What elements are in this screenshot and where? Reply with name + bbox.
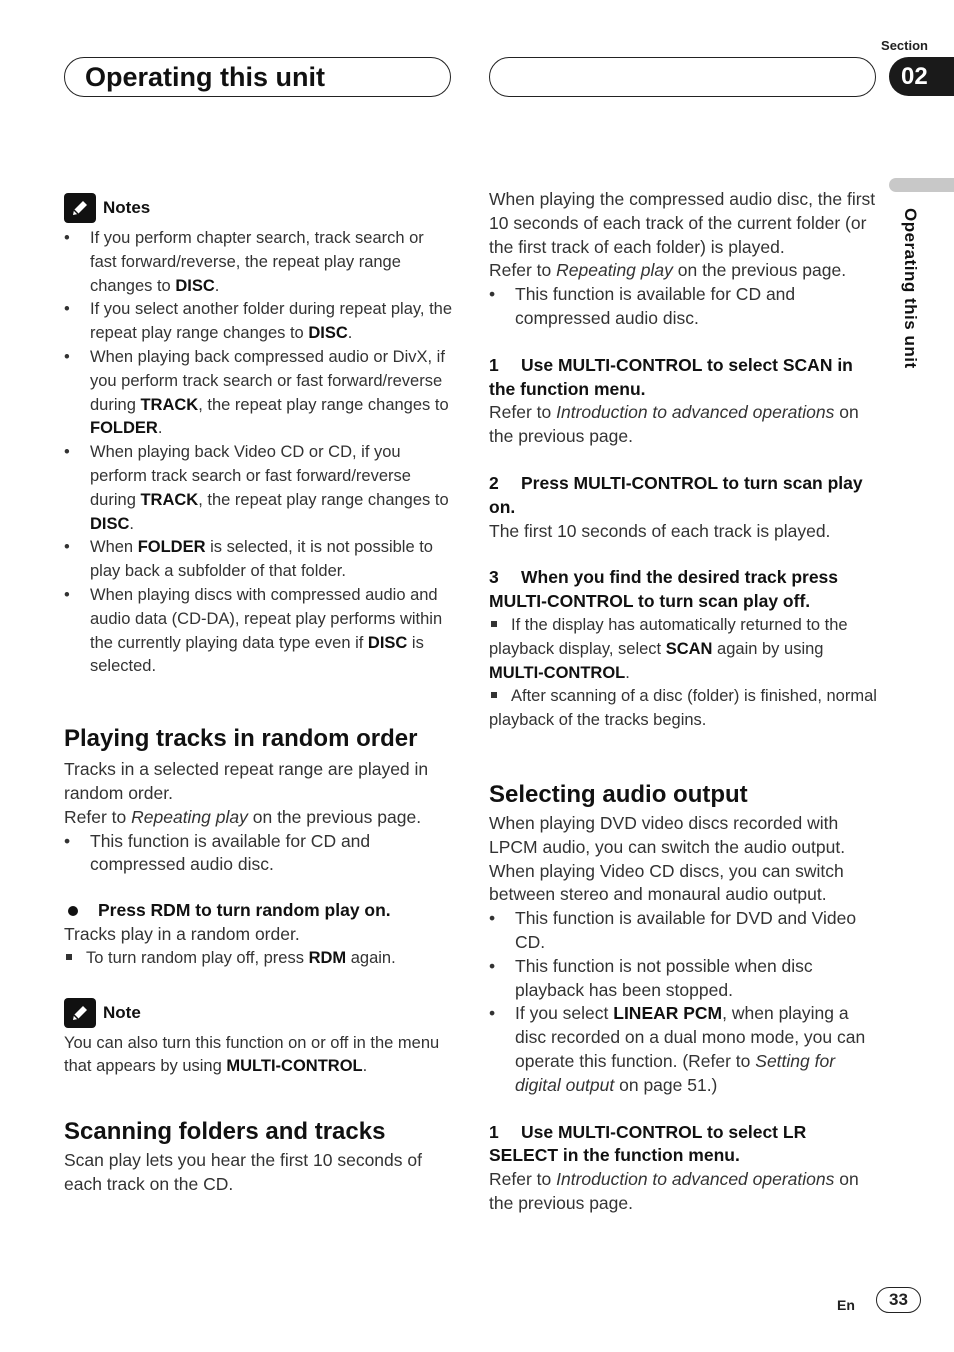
audio-heading: Selecting audio output [489, 780, 748, 808]
right-column [489, 188, 879, 1216]
random-intro: Tracks in a selected repeat range are played in random order. [64, 759, 429, 803]
audio-step-1-refer: Refer to Introduction to advanced operations on the previous page. [489, 1169, 859, 1213]
square-bullet-icon [491, 621, 497, 627]
language-label: En [837, 1297, 855, 1313]
list-item: • This function is available for CD and compressed audio disc. [64, 830, 454, 878]
scan-tip-2: After scanning of a disc (folder) is finished, normal playback of the tracks begins. [489, 687, 877, 730]
square-bullet-icon [491, 692, 497, 698]
note-title: Note [103, 1002, 141, 1022]
scan-refer: Refer to Repeating play on the previous page. [489, 260, 847, 281]
random-refer: Refer to Repeating play on the previous page. [64, 806, 422, 827]
random-step-result: Tracks play in a random order. [64, 923, 300, 944]
random-tip: To turn random play off, press RDM again. [64, 947, 454, 971]
scan-continued: When playing the compressed audio disc, the first 10 seconds of each track of the current folder (or the first track of each folder) is played. [489, 189, 876, 257]
note-header [64, 998, 454, 1028]
list-item: • This function is not possible when disc playback has been stopped. [489, 955, 879, 1003]
audio-intro: When playing DVD video discs recorded with LPCM audio, you can switch the audio output. When playing Video CD discs, you can switch between stereo and monaural audio output. [489, 812, 846, 905]
scan-heading: Scanning folders and tracks [64, 1118, 386, 1146]
list-item: • This function is available for DVD and Video CD. [489, 907, 879, 955]
section-label: Section [881, 38, 928, 53]
header-blank-box [489, 57, 876, 97]
random-bullets [64, 830, 454, 878]
section-number: 02 [889, 57, 954, 96]
notes-title: Notes [103, 198, 151, 218]
pencil-icon [64, 998, 96, 1028]
audio-bullets [489, 907, 879, 1097]
list-item: • This function is available for CD and compressed audio disc. [489, 283, 879, 331]
notes-header [64, 193, 454, 223]
page-number: 33 [876, 1287, 921, 1313]
audio-step-1: 1 Use MULTI-CONTROL to select LR SELECT in the function menu. [489, 1121, 807, 1166]
step-dot-icon [68, 906, 78, 916]
scan-step-1: 1 Use MULTI-CONTROL to select SCAN in the function menu. [489, 354, 853, 399]
list-item: • If you select another folder during repeat play, the repeat play range changes to DISC. [64, 298, 454, 346]
list-item: • When playing back compressed audio or DivX, if you perform track search or fast forward/reverse during TRACK, the repeat play range changes to FOLDER. [64, 346, 454, 441]
random-step: Press RDM to turn random play on. [64, 899, 454, 923]
scan-step-3: 3 When you find the desired track press MULTI-CONTROL to turn scan play off. [489, 567, 839, 612]
list-item: • When playing back Video CD or CD, if you perform track search or fast forward/reverse during TRACK, the repeat play range changes to DISC. [64, 441, 454, 536]
side-section-label: Operating this unit [901, 208, 920, 369]
scan-bullets [489, 283, 879, 331]
header-title-box [64, 57, 451, 97]
list-item: • When playing discs with compressed audio and audio data (CD-DA), repeat play performs within the currently playing data type even if DISC is selected. [64, 584, 454, 679]
scan-tip-1: If the display has automatically returned to the playback display, select SCAN again by using MULTI-CONTROL. [489, 615, 848, 682]
list-item: • When FOLDER is selected, it is not possible to play back a subfolder of that folder. [64, 536, 454, 584]
notes-list [64, 227, 454, 679]
pencil-icon [64, 193, 96, 223]
scan-step-2: 2 Press MULTI-CONTROL to turn scan play on. [489, 472, 863, 517]
scan-step-1-refer: Refer to Introduction to advanced operations on the previous page. [489, 402, 859, 447]
list-item: • If you perform chapter search, track search or fast forward/reverse, the repeat play range changes to DISC. [64, 227, 454, 298]
scan-intro: Scan play lets you hear the first 10 seconds of each track on the CD. [64, 1150, 422, 1194]
side-tab-marker [889, 178, 954, 192]
note-text: You can also turn this function on or off in the menu that appears by using MULTI-CONTROL. [64, 1033, 440, 1076]
list-item: • If you select LINEAR PCM, when playing a disc recorded on a dual mono mode, you can operate this function. (Refer to Setting for digital output on page 51.) [489, 1002, 879, 1097]
scan-step-2-result: The first 10 seconds of each track is played. [489, 520, 831, 541]
page-title: Operating this unit [85, 62, 325, 92]
left-column [64, 193, 454, 1197]
square-bullet-icon [66, 954, 72, 960]
random-heading: Playing tracks in random order [64, 725, 418, 753]
